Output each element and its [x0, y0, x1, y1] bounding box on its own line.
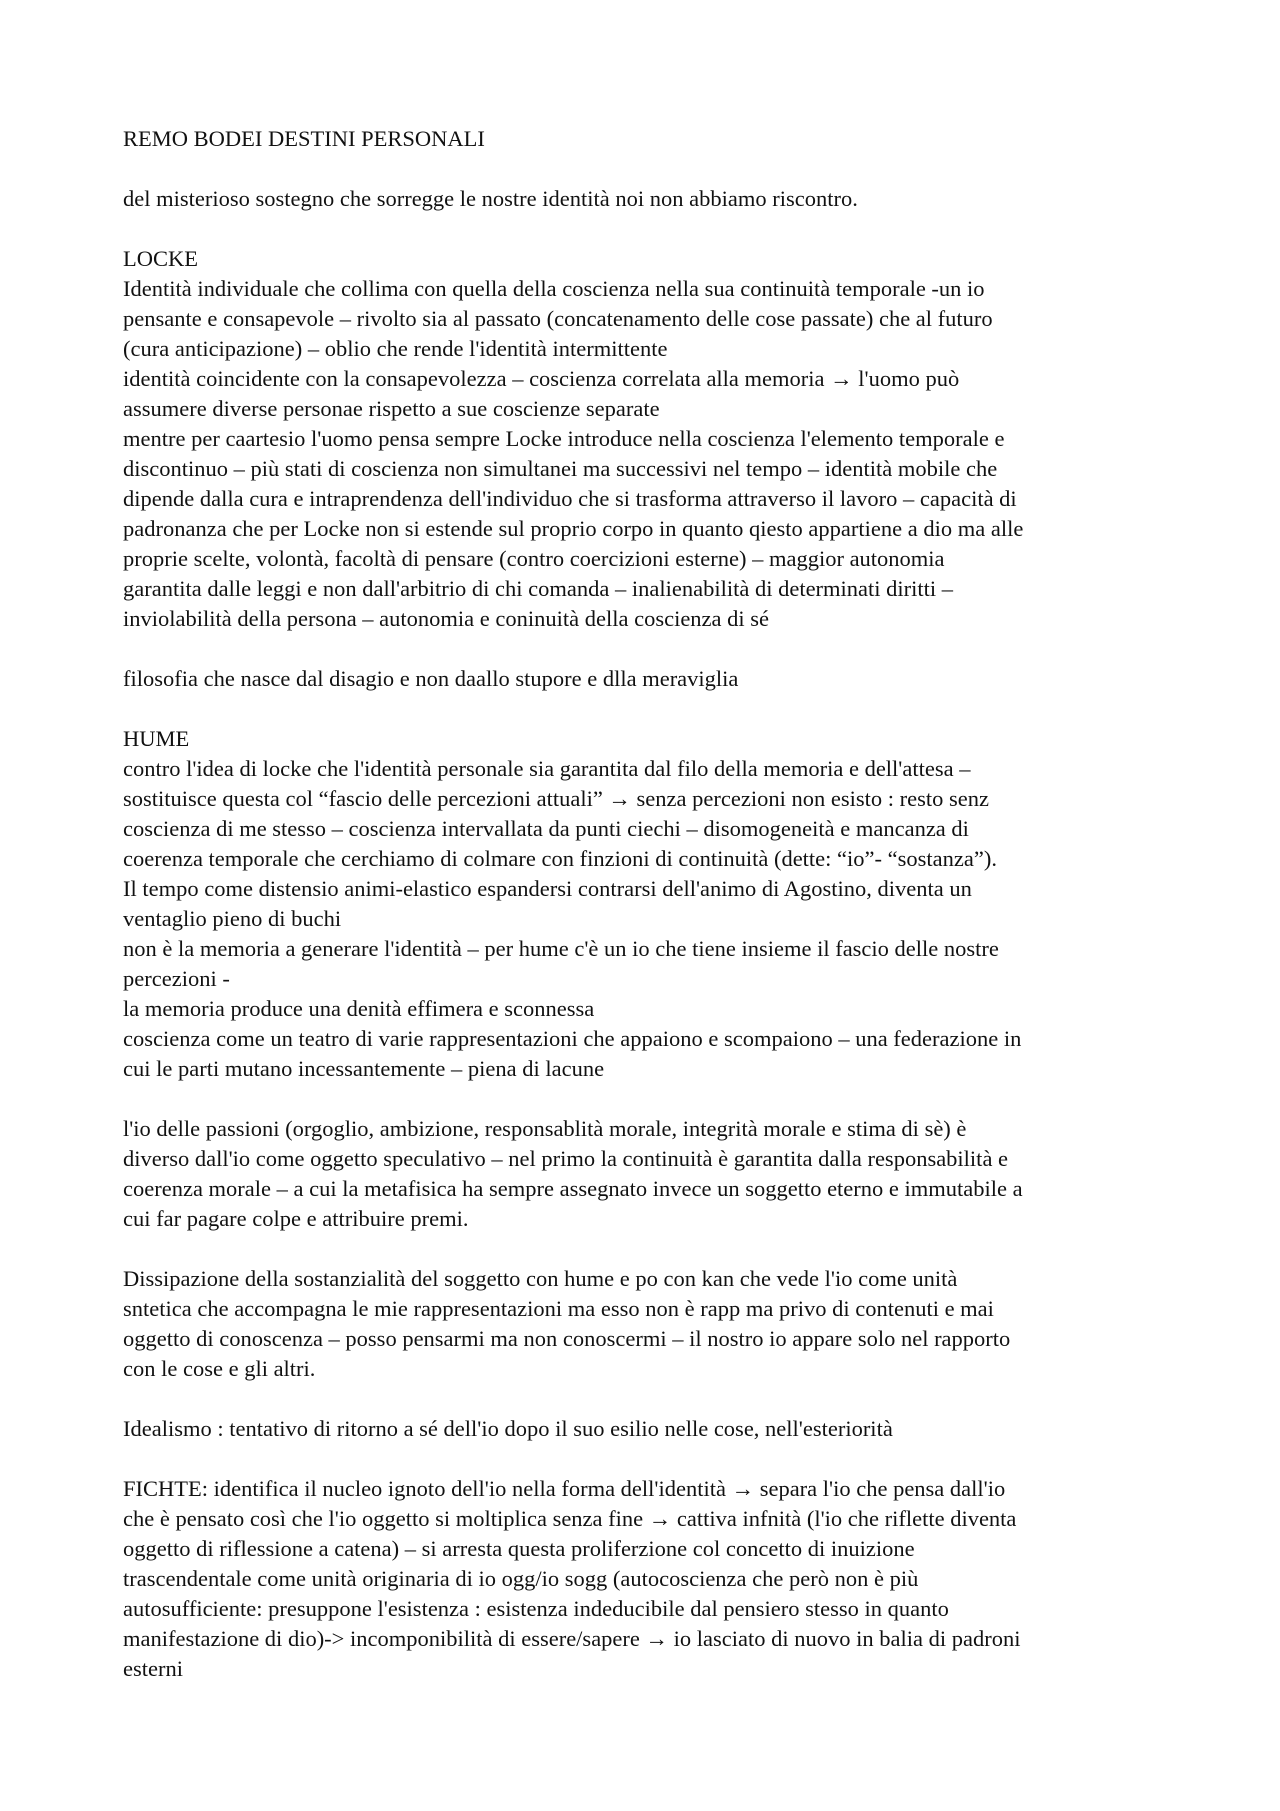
spacer: [123, 1384, 1173, 1414]
spacer: [123, 694, 1173, 724]
spacer: [123, 1234, 1173, 1264]
idealism-paragraph: Idealismo : tentativo di ritorno a sé dell'io dopo il suo esilio nelle cose, nell'esteriorità: [123, 1416, 893, 1441]
locke-paragraph: Identità individuale che collima con quella della coscienza nella sua continuità temporale -un io pensante e consapevole – rivolto sia al passato (concatenamento delle cose passate) che al futuro (cura anticipazione) – oblio che rende l'identità intermittente identità coincidente con la consapevolezza – coscienza correlata alla memoria → l'uomo può assumere diverse personae rispetto a sue coscienze separate mentre per caartesio l'uomo pensa sempre Locke introduce nella coscienza l'elemento temporale e discontinuo – più stati di coscienza non simultanei ma successivi nel tempo – identità mobile che dipende dalla cura e intraprendenza dell'individuo che si trasforma attraverso il lavoro – capacità di padronanza che per Locke non si estende sul proprio corpo in quanto qiesto appartiene a dio ma alle proprie scelte, volontà, facoltà di pensare (contro coercizioni esterne) – maggior autonomia garantita dalle leggi e non dall'arbitrio di chi comanda – inalienabilità di determinati diritti – inviolabilità della persona – autonomia e coninuità della coscienza di sé: [123, 276, 1024, 631]
locke-heading: LOCKE: [123, 246, 198, 271]
document-title: REMO BODEI DESTINI PERSONALI: [123, 126, 485, 151]
philosophy-paragraph: filosofia che nasce dal disagio e non daallo stupore e dlla meraviglia: [123, 666, 739, 691]
intro-paragraph: del misterioso sostegno che sorregge le nostre identità noi non abbiamo riscontro.: [123, 186, 858, 211]
spacer: [123, 214, 1173, 244]
spacer: [123, 1444, 1173, 1474]
spacer: [123, 1084, 1173, 1114]
hume-heading: HUME: [123, 726, 190, 751]
fichte-paragraph: FICHTE: identifica il nucleo ignoto dell'io nella forma dell'identità → separa l'io che pensa dall'io che è pensato così che l'io oggetto si moltiplica senza fine → cattiva infnità (l'io che riflette diventa oggetto di riflessione a catena) – si arresta questa proliferzione col concetto di inuizione trascendentale come unità originaria di io ogg/io sogg (autocoscienza che però non è più autosufficiente: presuppone l'esistenza : esistenza indeducibile dal pensiero stesso in quanto manifestazione di dio)-> incomponibilità di essere/sapere → io lasciato di nuovo in balia di padroni esterni: [123, 1476, 1021, 1681]
spacer: [123, 634, 1173, 664]
dissipation-paragraph: Dissipazione della sostanzialità del soggetto con hume e po con kan che vede l'io come unità sntetica che accompagna le mie rappresentazioni ma esso non è rapp ma privo di contenuti e mai oggetto di conoscenza – posso pensarmi ma non conoscermi – il nostro io appare solo nel rapporto con le cose e gli altri.: [123, 1266, 1011, 1381]
spacer: [123, 154, 1173, 184]
document-page: [123, 124, 1173, 1684]
passions-paragraph: l'io delle passioni (orgoglio, ambizione, responsablità morale, integrità morale e stima di sè) è diverso dall'io come oggetto speculativo – nel primo la continuità è garantita dalla responsabilità e coerenza morale – a cui la metafisica ha sempre assegnato invece un soggetto eterno e immutabile a cui far pagare colpe e attribuire premi.: [123, 1116, 1023, 1231]
hume-paragraph: contro l'idea di locke che l'identità personale sia garantita dal filo della memoria e dell'attesa – sostituisce questa col “fascio delle percezioni attuali” → senza percezioni non esisto : resto senz coscienza di me stesso – coscienza intervallata da punti ciechi – disomogeneità e mancanza di coerenza temporale che cerchiamo di colmare con finzioni di continuità (dette: “io”- “sostanza”). Il tempo come distensio animi-elastico espandersi contrarsi dell'animo di Agostino, diventa un ventaglio pieno di buchi non è la memoria a generare l'identità – per hume c'è un io che tiene insieme il fascio delle nostre percezioni - la memoria produce una denità effimera e sconnessa coscienza come un teatro di varie rappresentazioni che appaiono e scompaiono – una federazione in cui le parti mutano incessantemente – piena di lacune: [123, 756, 1022, 1081]
